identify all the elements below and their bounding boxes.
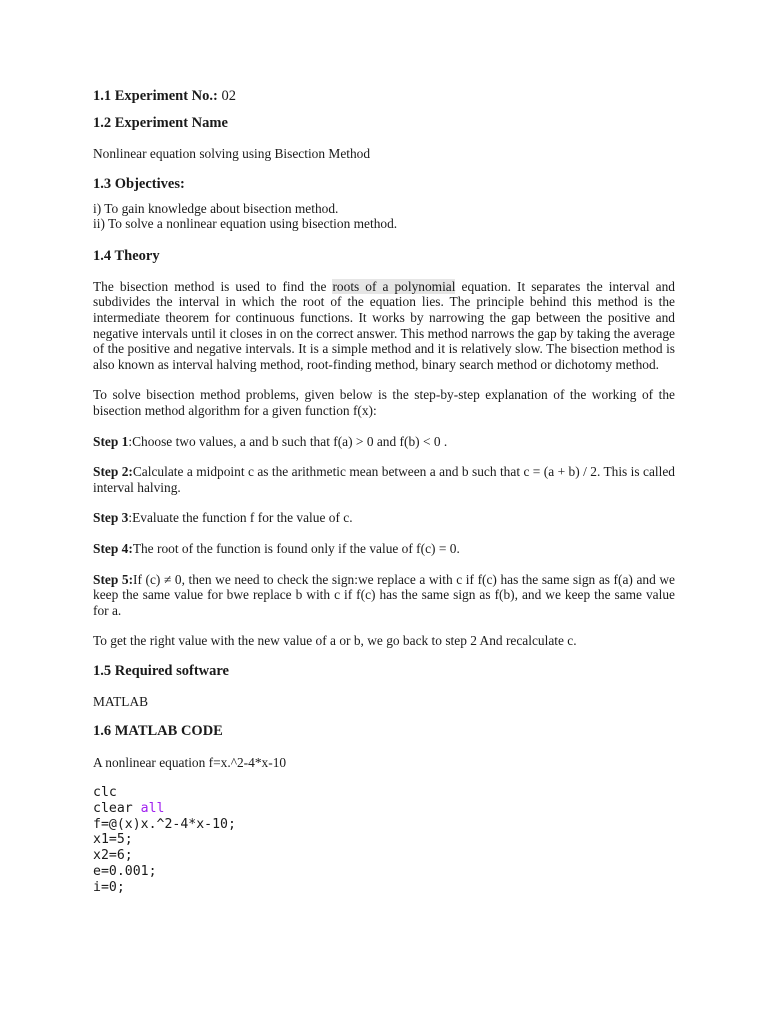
objective-item-1: i) To gain knowledge about bisection method.	[93, 200, 339, 216]
step-2	[93, 464, 675, 495]
step-3	[93, 510, 675, 526]
theory-p1-start: The bisection method is used to find the	[93, 278, 333, 294]
required-software-heading: 1.5 Required software	[93, 662, 229, 679]
step-2-text: Calculate a midpoint c as the arithmetic mean between a and b such that c = (a + b) / 2. This is called interval halving.	[93, 464, 675, 495]
code-line-clc: clc	[93, 785, 117, 801]
step-4	[93, 541, 675, 557]
objective-item-2: ii) To solve a nonlinear equation using bisection method.	[93, 216, 398, 232]
step-1-label: Step 1	[93, 433, 129, 449]
step-2-label: Step 2:	[93, 464, 133, 480]
step-5-text: If (c) ≠ 0, then we need to check the sign:we replace a with c if f(c) has the same sign as f(a) and we keep the same value for bwe replace b with c if f(c) has the same sign as f(b), and we keep the same value for a.	[93, 571, 675, 618]
theory-paragraph-2: To solve bisection method problems, given below is the step-by-step explanation of the working of the bisection method algorithm for a given function f(x):	[93, 387, 675, 418]
matlab-intro-text: A nonlinear equation f=x.^2-4*x-10	[93, 755, 287, 771]
step-3-label: Step 3	[93, 510, 129, 526]
theory-p1-highlight: roots of a polynomial	[332, 278, 456, 294]
matlab-code-heading: 1.6 MATLAB CODE	[93, 723, 223, 740]
objectives-list	[93, 201, 675, 232]
step-3-text: :Evaluate the function f for the value of c.	[128, 510, 353, 526]
code-line-function: f=@(x)x.^2-4*x-10;	[93, 816, 236, 832]
step-1-text: :Choose two values, a and b such that f(a) > 0 and f(b) < 0 .	[128, 433, 448, 449]
theory-paragraph-3: To get the right value with the new value of a or b, we go back to step 2 And recalculate c.	[93, 633, 577, 649]
step-4-label: Step 4:	[93, 540, 133, 556]
code-line-e: e=0.001;	[93, 864, 157, 880]
code-line-x2: x2=6;	[93, 848, 133, 864]
code-block	[93, 785, 675, 896]
required-software-text: MATLAB	[93, 693, 149, 709]
theory-paragraph-1	[93, 279, 675, 373]
step-5	[93, 572, 675, 619]
step-5-label: Step 5:	[93, 571, 134, 587]
step-4-text: The root of the function is found only if the value of f(c) = 0.	[132, 540, 460, 556]
code-line-clear	[93, 801, 675, 817]
theory-p1-rest: equation. It separates the interval and subdivides the interval in which the root of the equation lies. The principle behind this method is the intermediate theorem for continuous functions. It works by narrowing the gap between the positive and negative intervals until it closes in on the correct answer. This method narrows the gap by taking the average of the positive and negative intervals. It is a simple method and it is relatively slow. The bisection method is also known as interval halving method, root-finding method, binary search method or dichotomy method.	[93, 278, 675, 372]
experiment-number-label: 1.1 Experiment No.:	[93, 88, 218, 104]
code-line-x1: x1=5;	[93, 832, 133, 848]
code-clear-command: clear	[93, 800, 141, 816]
document-page	[93, 86, 675, 896]
code-line-i: i=0;	[93, 879, 125, 895]
theory-heading: 1.4 Theory	[93, 247, 160, 264]
experiment-name-text: Nonlinear equation solving using Bisection Method	[93, 146, 371, 161]
experiment-name-heading: 1.2 Experiment Name	[93, 115, 228, 131]
step-1	[93, 434, 675, 450]
experiment-number-heading	[93, 86, 675, 106]
code-clear-keyword: all	[140, 800, 165, 816]
experiment-number-value: 02	[221, 88, 236, 104]
objectives-heading: 1.3 Objectives:	[93, 175, 185, 192]
